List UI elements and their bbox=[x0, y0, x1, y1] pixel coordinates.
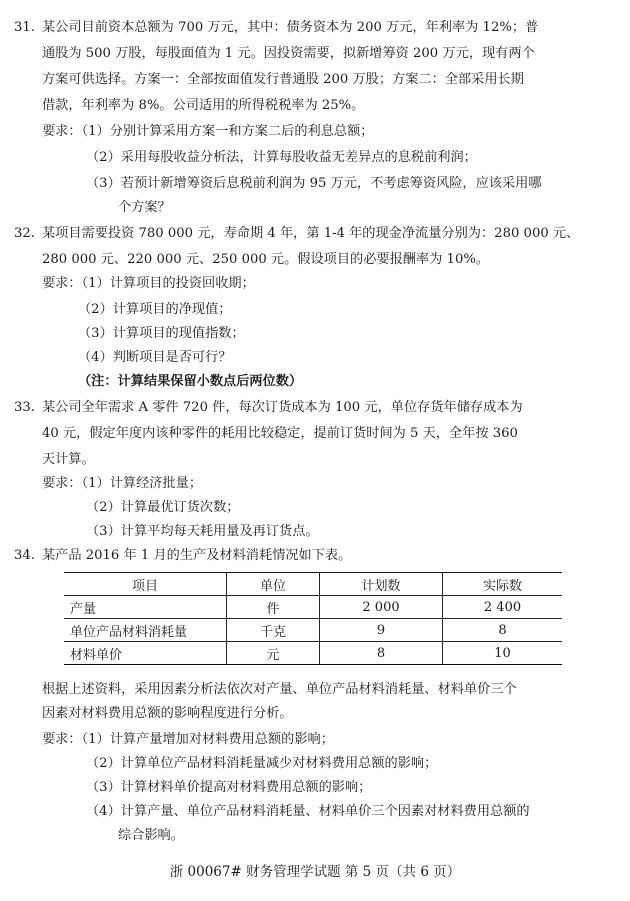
table-header-cell: 单位 bbox=[227, 573, 320, 596]
table-header-cell: 计划数 bbox=[320, 573, 443, 596]
requirement-line: 要求：（1）计算项目的投资回收期； bbox=[42, 276, 255, 291]
question-number: 34. bbox=[14, 548, 35, 563]
table-cell: 件 bbox=[227, 596, 320, 619]
table-cell: 8 bbox=[443, 619, 563, 642]
question-text-line: 借款，年利率为 8%。公司适用的所得税税率为 25%。 bbox=[42, 98, 365, 113]
requirement-line: 个方案？ bbox=[118, 200, 171, 215]
question-number: 33. bbox=[14, 400, 35, 415]
requirement-line: （2）采用每股收益分析法，计算每股收益无差异点的息税前利润； bbox=[86, 150, 477, 165]
table-header-row bbox=[64, 573, 562, 596]
table-cell: 9 bbox=[320, 619, 443, 642]
table-row bbox=[64, 619, 562, 642]
question-number: 32. bbox=[14, 226, 35, 241]
requirement-line: 要求：（1）计算产量增加对材料费用总额的影响； bbox=[42, 732, 334, 747]
table-cell: 千克 bbox=[227, 619, 320, 642]
table-row bbox=[64, 642, 562, 665]
question-text-line: 40 元，假定年度内该种零件的耗用比较稳定，提前订货时间为 5 天，全年按 360 bbox=[42, 426, 518, 441]
question-text-line: 某公司目前资本总额为 700 万元，其中：债务资本为 200 万元，年利率为 12%；普 bbox=[42, 20, 539, 35]
question-text-line: 通股为 500 万股，每股面值为 1 元。因投资需要，拟新增筹资 200 万元，现有两个 bbox=[42, 46, 535, 61]
requirement-line: （3）计算材料单价提高对材料费用总额的影响； bbox=[86, 780, 372, 795]
table-row bbox=[64, 596, 562, 619]
note-text: （注：计算结果保留小数点后两位数） bbox=[78, 374, 303, 389]
requirement-line: （2）计算单位产品材料消耗量减少对材料费用总额的影响； bbox=[86, 756, 438, 771]
table-cell: 8 bbox=[320, 642, 443, 665]
requirement-line: （4）判断项目是否可行？ bbox=[78, 350, 232, 365]
question-text-line: 方案可供选择。方案一：全部按面值发行普通股 200 万股；方案二：全部采用长期 bbox=[42, 72, 524, 87]
table-header-cell: 实际数 bbox=[443, 573, 563, 596]
table-cell: 元 bbox=[227, 642, 320, 665]
question-text-line: 某公司全年需求 A 零件 720 件，每次订货成本为 100 元，单位存货年储存成本为 bbox=[42, 400, 523, 415]
analysis-text-line: 根据上述资料，采用因素分析法依次对产量、单位产品材料消耗量、材料单价三个 bbox=[42, 682, 517, 697]
table-cell: 10 bbox=[443, 642, 563, 665]
table-cell: 产量 bbox=[64, 596, 227, 619]
requirement-line: （2）计算项目的净现值； bbox=[78, 302, 232, 317]
material-consumption-table bbox=[64, 572, 562, 665]
requirement-line: 要求：（1）计算经济批量； bbox=[42, 476, 203, 491]
page-footer: 浙 00067# 财务管理学试题 第 5 页（共 6 页） bbox=[169, 864, 461, 880]
requirement-line: （3）计算项目的现值指数； bbox=[78, 326, 245, 341]
requirement-line: （2）计算最优订货次数； bbox=[86, 500, 240, 515]
table-cell: 2 000 bbox=[320, 596, 443, 619]
question-text-line: 某项目需要投资 780 000 元，寿命期 4 年，第 1-4 年的现金净流量分别为：280 000 元、 bbox=[42, 226, 580, 241]
question-number: 31. bbox=[14, 20, 35, 35]
table-header-cell: 项目 bbox=[64, 573, 227, 596]
requirement-line: （3）计算平均每天耗用量及再订货点。 bbox=[86, 524, 319, 539]
requirement-line: （4）计算产量、单位产品材料消耗量、材料单价三个因素对材料费用总额的 bbox=[86, 804, 530, 819]
table-cell: 材料单价 bbox=[64, 642, 227, 665]
question-text-line: 280 000 元、220 000 元、250 000 元。假设项目的必要报酬率为 10%。 bbox=[42, 252, 490, 267]
table-cell: 2 400 bbox=[443, 596, 563, 619]
question-text-line: 天计算。 bbox=[42, 452, 95, 467]
requirement-line: （3）若预计新增筹资后息税前利润为 95 万元，不考虑筹资风险，应该采用哪 bbox=[86, 176, 542, 191]
requirement-line: 要求：（1）分别计算采用方案一和方案二后的利息总额； bbox=[42, 124, 374, 139]
question-text-line: 某产品 2016 年 1 月的生产及材料消耗情况如下表。 bbox=[42, 548, 352, 563]
requirement-line: 综合影响。 bbox=[118, 828, 184, 843]
table-cell: 单位产品材料消耗量 bbox=[64, 619, 227, 642]
analysis-text-line: 因素对材料费用总额的影响程度进行分析。 bbox=[42, 706, 293, 721]
